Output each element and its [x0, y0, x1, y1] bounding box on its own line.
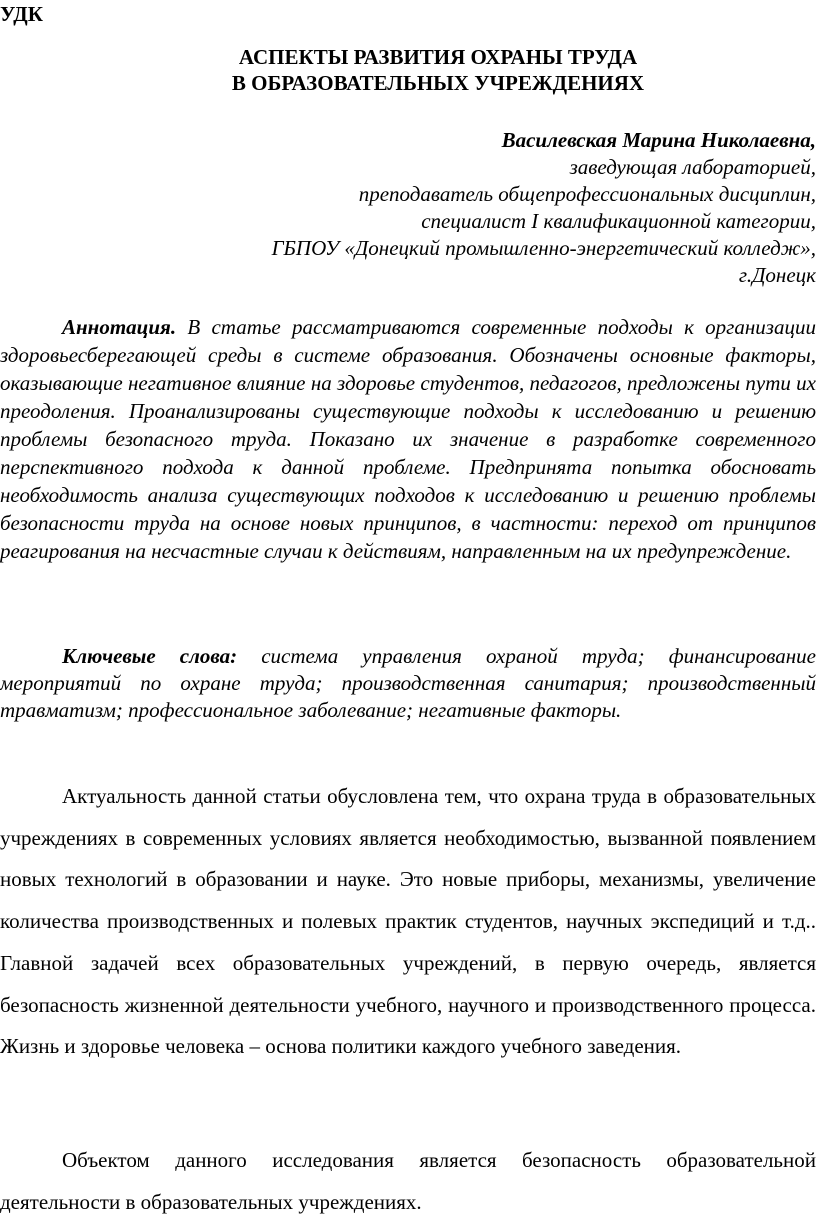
- author-name: Василевская Марина Николаевна,: [501, 128, 816, 152]
- abstract-paragraph: [0, 313, 816, 565]
- keywords-label: Ключевые слова:: [62, 644, 238, 668]
- article-title: [0, 44, 816, 96]
- body-paragraph-1: Актуальность данной статьи обусловлена тем, что охрана труда в образовательных учреждениях в современных условиях является необходимостью, вызванной появлением новых технологий в образовании и науке. Это новые приборы, механизмы, увеличение количества производственных и полевых практик студентов, научных экспедиций и т.д.. Главной задачей всех образовательных учреждений, в первую очередь, является безопасность жизненной деятельности учебного, научного и производственного процесса. Жизнь и здоровье человека – основа политики каждого учебного заведения.: [0, 784, 816, 1059]
- keywords-text: система управления охраной труда; финансирование мероприятий по охране труда; производственная санитария; производственный травматизм; профессиональное заболевание; негативные факторы.: [0, 644, 816, 722]
- udk-label: УДК: [0, 2, 43, 26]
- author-position-1: заведующая лабораторией,: [569, 155, 816, 179]
- author-organization: ГБПОУ «Донецкий промышленно-энергетический колледж»,: [271, 236, 816, 260]
- abstract-label: Аннотация.: [62, 315, 177, 339]
- keywords-paragraph: [0, 643, 816, 724]
- abstract-text: В статье рассматриваются современные подходы к организации здоровьесберегающей среды в системе образования. Обозначены основные факторы, оказывающие негативное влияние на здоровье студентов, педагогов, предложены пути их преодоления. Проанализированы существующие подходы к исследованию и решению проблемы безопасного труда. Показано их значение в разработке современного перспективного подхода к данной проблеме. Предпринята попытка обосновать необходимость анализа существующих подходов к исследованию и решению проблемы безопасности труда на основе новых принципов, в частности: переход от принципов реагирования на несчастные случаи к действиям, направленным на их предупреждение.: [0, 315, 816, 563]
- body-paragraph-2: Объектом данного исследования является безопасность образовательной деятельности в образовательных учреждениях.: [0, 1148, 816, 1214]
- author-block: [272, 127, 816, 289]
- article-title-line-1: АСПЕКТЫ РАЗВИТИЯ ОХРАНЫ ТРУДА: [238, 45, 638, 69]
- author-position-3: специалист I квалификационной категории,: [421, 209, 816, 233]
- author-position-2: преподаватель общепрофессиональных дисциплин,: [358, 182, 816, 206]
- article-title-line-2: В ОБРАЗОВАТЕЛЬНЫХ УЧРЕЖДЕНИЯХ: [231, 71, 645, 95]
- author-city: г.Донецк: [738, 263, 816, 287]
